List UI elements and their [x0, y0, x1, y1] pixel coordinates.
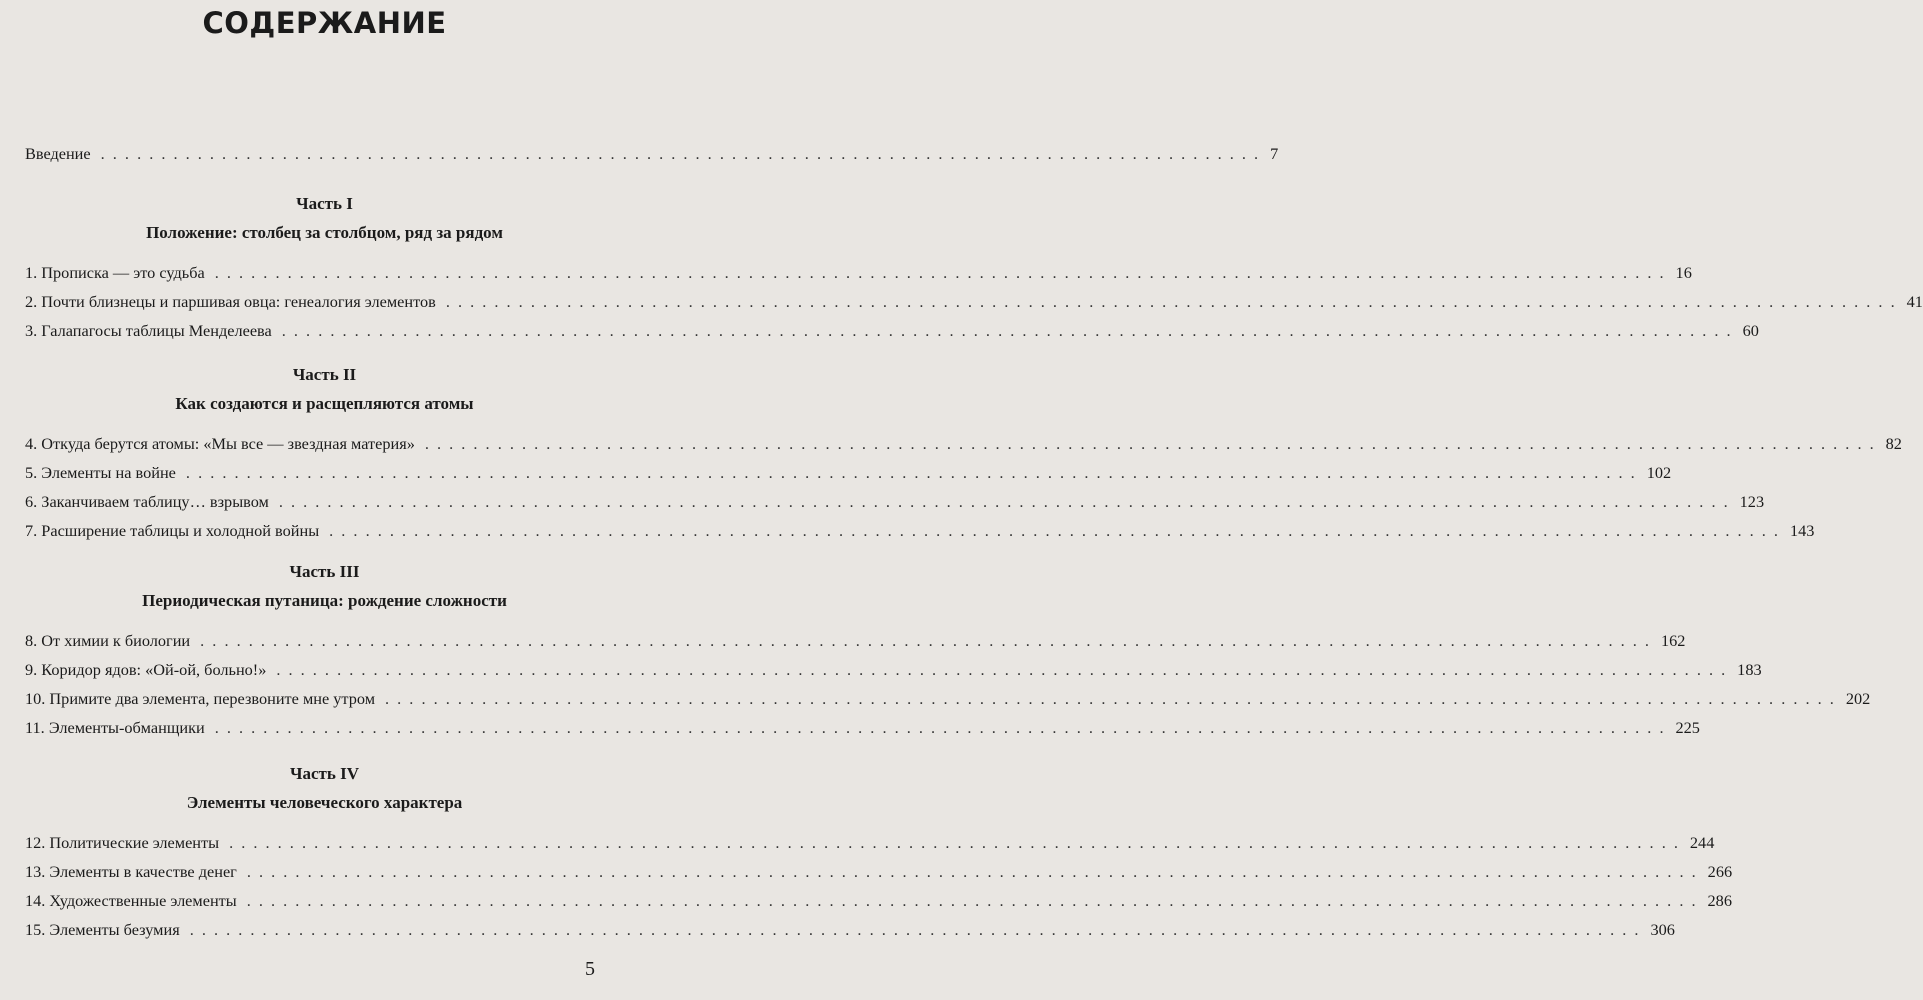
toc-entry-page: 82: [1885, 434, 1902, 453]
page-title: СОДЕРЖАНИЕ: [202, 6, 447, 40]
toc-entry-page: 102: [1646, 463, 1672, 482]
toc-entry-page: 183: [1737, 660, 1762, 679]
part-heading: Часть III: [289, 562, 360, 581]
toc-entry-label: 3. Галапагосы таблицы Менделеева: [25, 321, 272, 340]
dot-leader: . . . . . . . . . . . . . . . . . . . . . . . . . . . . . . . . . . . . . . . . . . . . . . . . . . . . . . . . . . . . . . . . . . . . . . . . . . . . . . . . . . . . . . . . . . . . . . . . . . . . . . . . . . . . . . . . . . . . . . . .: [214, 718, 1666, 737]
toc-entry[interactable]: [25, 262, 1692, 284]
part-subtitle: Периодическая путаница: рождение сложности: [142, 591, 507, 610]
toc-entry-label: 14. Художественные элементы: [25, 891, 237, 910]
toc-entry-label: 7. Расширение таблицы и холодной войны: [25, 521, 320, 540]
toc-entry[interactable]: [25, 659, 1762, 681]
toc-entry-label: 4. Откуда берутся атомы: «Мы все — звездная материя»: [25, 434, 415, 453]
part-subtitle: Положение: столбец за столбцом, ряд за рядом: [146, 223, 503, 242]
toc-entry-label: 13. Элементы в качестве денег: [25, 862, 237, 881]
dot-leader: . . . . . . . . . . . . . . . . . . . . . . . . . . . . . . . . . . . . . . . . . . . . . . . . . . . . . . . . . . . . . . . . . . . . . . . . . . . . . . . . . . . . . . . . . . . . . . . . . . . . . . . . . . . . . . . . . . . . . . . .: [276, 660, 1728, 679]
toc-entry-label: 12. Политические элементы: [25, 833, 220, 852]
toc-entry-page: 266: [1707, 862, 1733, 881]
dot-leader: . . . . . . . . . . . . . . . . . . . . . . . . . . . . . . . . . . . . . . . . . . . . . . . . . . . . . . . . . . . . . . . . . . . . . . . . . . . . . . . . . . . . . . . . . . . . . . . . . . . . . . . . . . . . . . . . . . . . . . . .: [445, 292, 1897, 311]
toc-entry-page: 143: [1789, 521, 1815, 540]
toc-entry-page: 41: [1906, 292, 1923, 311]
dot-leader: . . . . . . . . . . . . . . . . . . . . . . . . . . . . . . . . . . . . . . . . . . . . . . . . . . . . . . . . . . . . . . . . . . . . . . . . . . . . . . . . . . . . . . . . . . . . . . . . . . . . . . . . . . . . . . . . . . . . . . . .: [185, 463, 1637, 482]
dot-leader: . . . . . . . . . . . . . . . . . . . . . . . . . . . . . . . . . . . . . . . . . . . . . . . . . . . . . . . . . . . . . . . . . . . . . . . . . . . . . . . . . . . . . . . . . . . . . . . . . . . . . . . . . . . . . . . . . . . . . . . .: [278, 492, 1730, 511]
toc-entry-page: 306: [1650, 920, 1675, 939]
toc-entry[interactable]: [25, 291, 1923, 313]
toc-entry-page: 286: [1707, 891, 1732, 910]
toc-entry-page: 162: [1660, 631, 1686, 650]
dot-leader: . . . . . . . . . . . . . . . . . . . . . . . . . . . . . . . . . . . . . . . . . . . . . . . . . . . . . . . . . . . . . . . . . . . . . . . . . . . . . . . . . . . . . . . . . . . . . . . . . . . . . . . . . . . . . . . . . . . . . . . .: [424, 434, 1876, 453]
toc-entry-page: 7: [1270, 144, 1279, 163]
toc-entry-intro[interactable]: [25, 143, 1279, 165]
toc-entry-label: Введение: [25, 144, 91, 163]
dot-leader: . . . . . . . . . . . . . . . . . . . . . . . . . . . . . . . . . . . . . . . . . . . . . . . . . . . . . . . . . . . . . . . . . . . . . . . . . . . . . . . . . . . . . . . . . . . . . . . . . . . . . . . . . . . . . . . . . . . . . . . .: [189, 920, 1641, 939]
toc-entry[interactable]: [25, 717, 1700, 739]
toc-entry[interactable]: [25, 630, 1686, 652]
page-number: 5: [585, 958, 595, 980]
part-subtitle: Как создаются и расщепляются атомы: [175, 394, 474, 413]
toc-entry[interactable]: [25, 861, 1733, 883]
part-heading: Часть IV: [289, 764, 359, 783]
dot-leader: . . . . . . . . . . . . . . . . . . . . . . . . . . . . . . . . . . . . . . . . . . . . . . . . . . . . . . . . . . . . . . . . . . . . . . . . . . . . . . . . . . . . . . . . . . . . . . . . . . . . . . . . . . . . . . . . . . . . . . . .: [329, 521, 1780, 540]
dot-leader: . . . . . . . . . . . . . . . . . . . . . . . . . . . . . . . . . . . . . . . . . . . . . . . . . . . . . . . . . . . . . . . . . . . . . . . . . . . . . . . . . . . . . . . . . . . . . . . . . . . . . . . . . . . . . . . . . . . . . . . .: [385, 689, 1836, 708]
toc-entry-label: 1. Прописка — это судьба: [25, 263, 205, 282]
toc-entry-label: 10. Примите два элемента, перезвоните мне утром: [25, 689, 376, 708]
toc-entry[interactable]: [25, 688, 1871, 710]
part-subtitle: Элементы человеческого характера: [186, 793, 463, 812]
part-heading: Часть I: [296, 194, 353, 213]
toc-entry-label: 6. Заканчиваем таблицу… взрывом: [25, 492, 269, 511]
toc-entry-label: 15. Элементы безумия: [25, 920, 180, 939]
toc-entry[interactable]: [25, 832, 1715, 854]
part-heading: Часть II: [292, 365, 357, 384]
toc-entry-label: 11. Элементы-обманщики: [25, 718, 205, 737]
toc-entry[interactable]: [25, 890, 1732, 912]
toc-entry-page: 244: [1689, 833, 1715, 852]
dot-leader: . . . . . . . . . . . . . . . . . . . . . . . . . . . . . . . . . . . . . . . . . . . . . . . . . . . . . . . . . . . . . . . . . . . . . . . . . . . . . . . . . . . . . . . . . . . . . . . . . . . . . . . . . . . . . . . . . . . . . . . .: [246, 891, 1698, 910]
toc-entry[interactable]: [25, 491, 1765, 513]
toc-entry-label: 5. Элементы на войне: [25, 463, 176, 482]
toc-entry[interactable]: [25, 320, 1759, 342]
dot-leader: . . . . . . . . . . . . . . . . . . . . . . . . . . . . . . . . . . . . . . . . . . . . . . . . . . . . . . . . . . . . . . . . . . . . . . . . . . . . . . . . . . . . . . . . . . . . . . . . . . . . . . . . . . . . . . . . . . . . . . . .: [281, 321, 1733, 340]
toc-entry-page: 202: [1845, 689, 1871, 708]
toc-entry-label: 2. Почти близнецы и паршивая овца: генеалогия элементов: [25, 292, 436, 311]
toc-entry[interactable]: [25, 919, 1675, 941]
toc-entry-page: 123: [1739, 492, 1765, 511]
toc-entry[interactable]: [25, 462, 1672, 484]
toc-entry-label: 9. Коридор ядов: «Ой-ой, больно!»: [25, 660, 267, 679]
toc-entry[interactable]: [25, 520, 1815, 542]
toc-entry-page: 225: [1675, 718, 1700, 737]
dot-leader: . . . . . . . . . . . . . . . . . . . . . . . . . . . . . . . . . . . . . . . . . . . . . . . . . . . . . . . . . . . . . . . . . . . . . . . . . . . . . . . . . . . . . . . . . . . . . . . . . . . . . . . . . . . . . . . . . . . . . . . .: [229, 833, 1680, 852]
dot-leader: . . . . . . . . . . . . . . . . . . . . . . . . . . . . . . . . . . . . . . . . . . . . . . . . . . . . . . . . . . . . . . . . . . . . . . . . . . . . . . . . . . . . . . . . . . . . . . . . . . . . . . . . . . . . . . . . . . . . . . . .: [246, 862, 1698, 881]
dot-leader: . . . . . . . . . . . . . . . . . . . . . . . . . . . . . . . . . . . . . . . . . . . . . . . . . . . . . . . . . . . . . . . . . . . . . . . . . . . . . . . . . . . . . . . . . . . . . . . . . . . . . . . . . . . . . . . . . . . . . . . .: [200, 631, 1651, 650]
toc-entry-label: 8. От химии к биологии: [25, 631, 191, 650]
toc-entry-page: 16: [1675, 263, 1692, 282]
toc-entry[interactable]: [25, 433, 1902, 455]
toc-entry-page: 60: [1742, 321, 1759, 340]
dot-leader: . . . . . . . . . . . . . . . . . . . . . . . . . . . . . . . . . . . . . . . . . . . . . . . . . . . . . . . . . . . . . . . . . . . . . . . . . . . . . . . . . . . . . . . . . . . . . . . .: [100, 144, 1261, 163]
dot-leader: . . . . . . . . . . . . . . . . . . . . . . . . . . . . . . . . . . . . . . . . . . . . . . . . . . . . . . . . . . . . . . . . . . . . . . . . . . . . . . . . . . . . . . . . . . . . . . . . . . . . . . . . . . . . . . . . . . . . . . . .: [214, 263, 1666, 282]
